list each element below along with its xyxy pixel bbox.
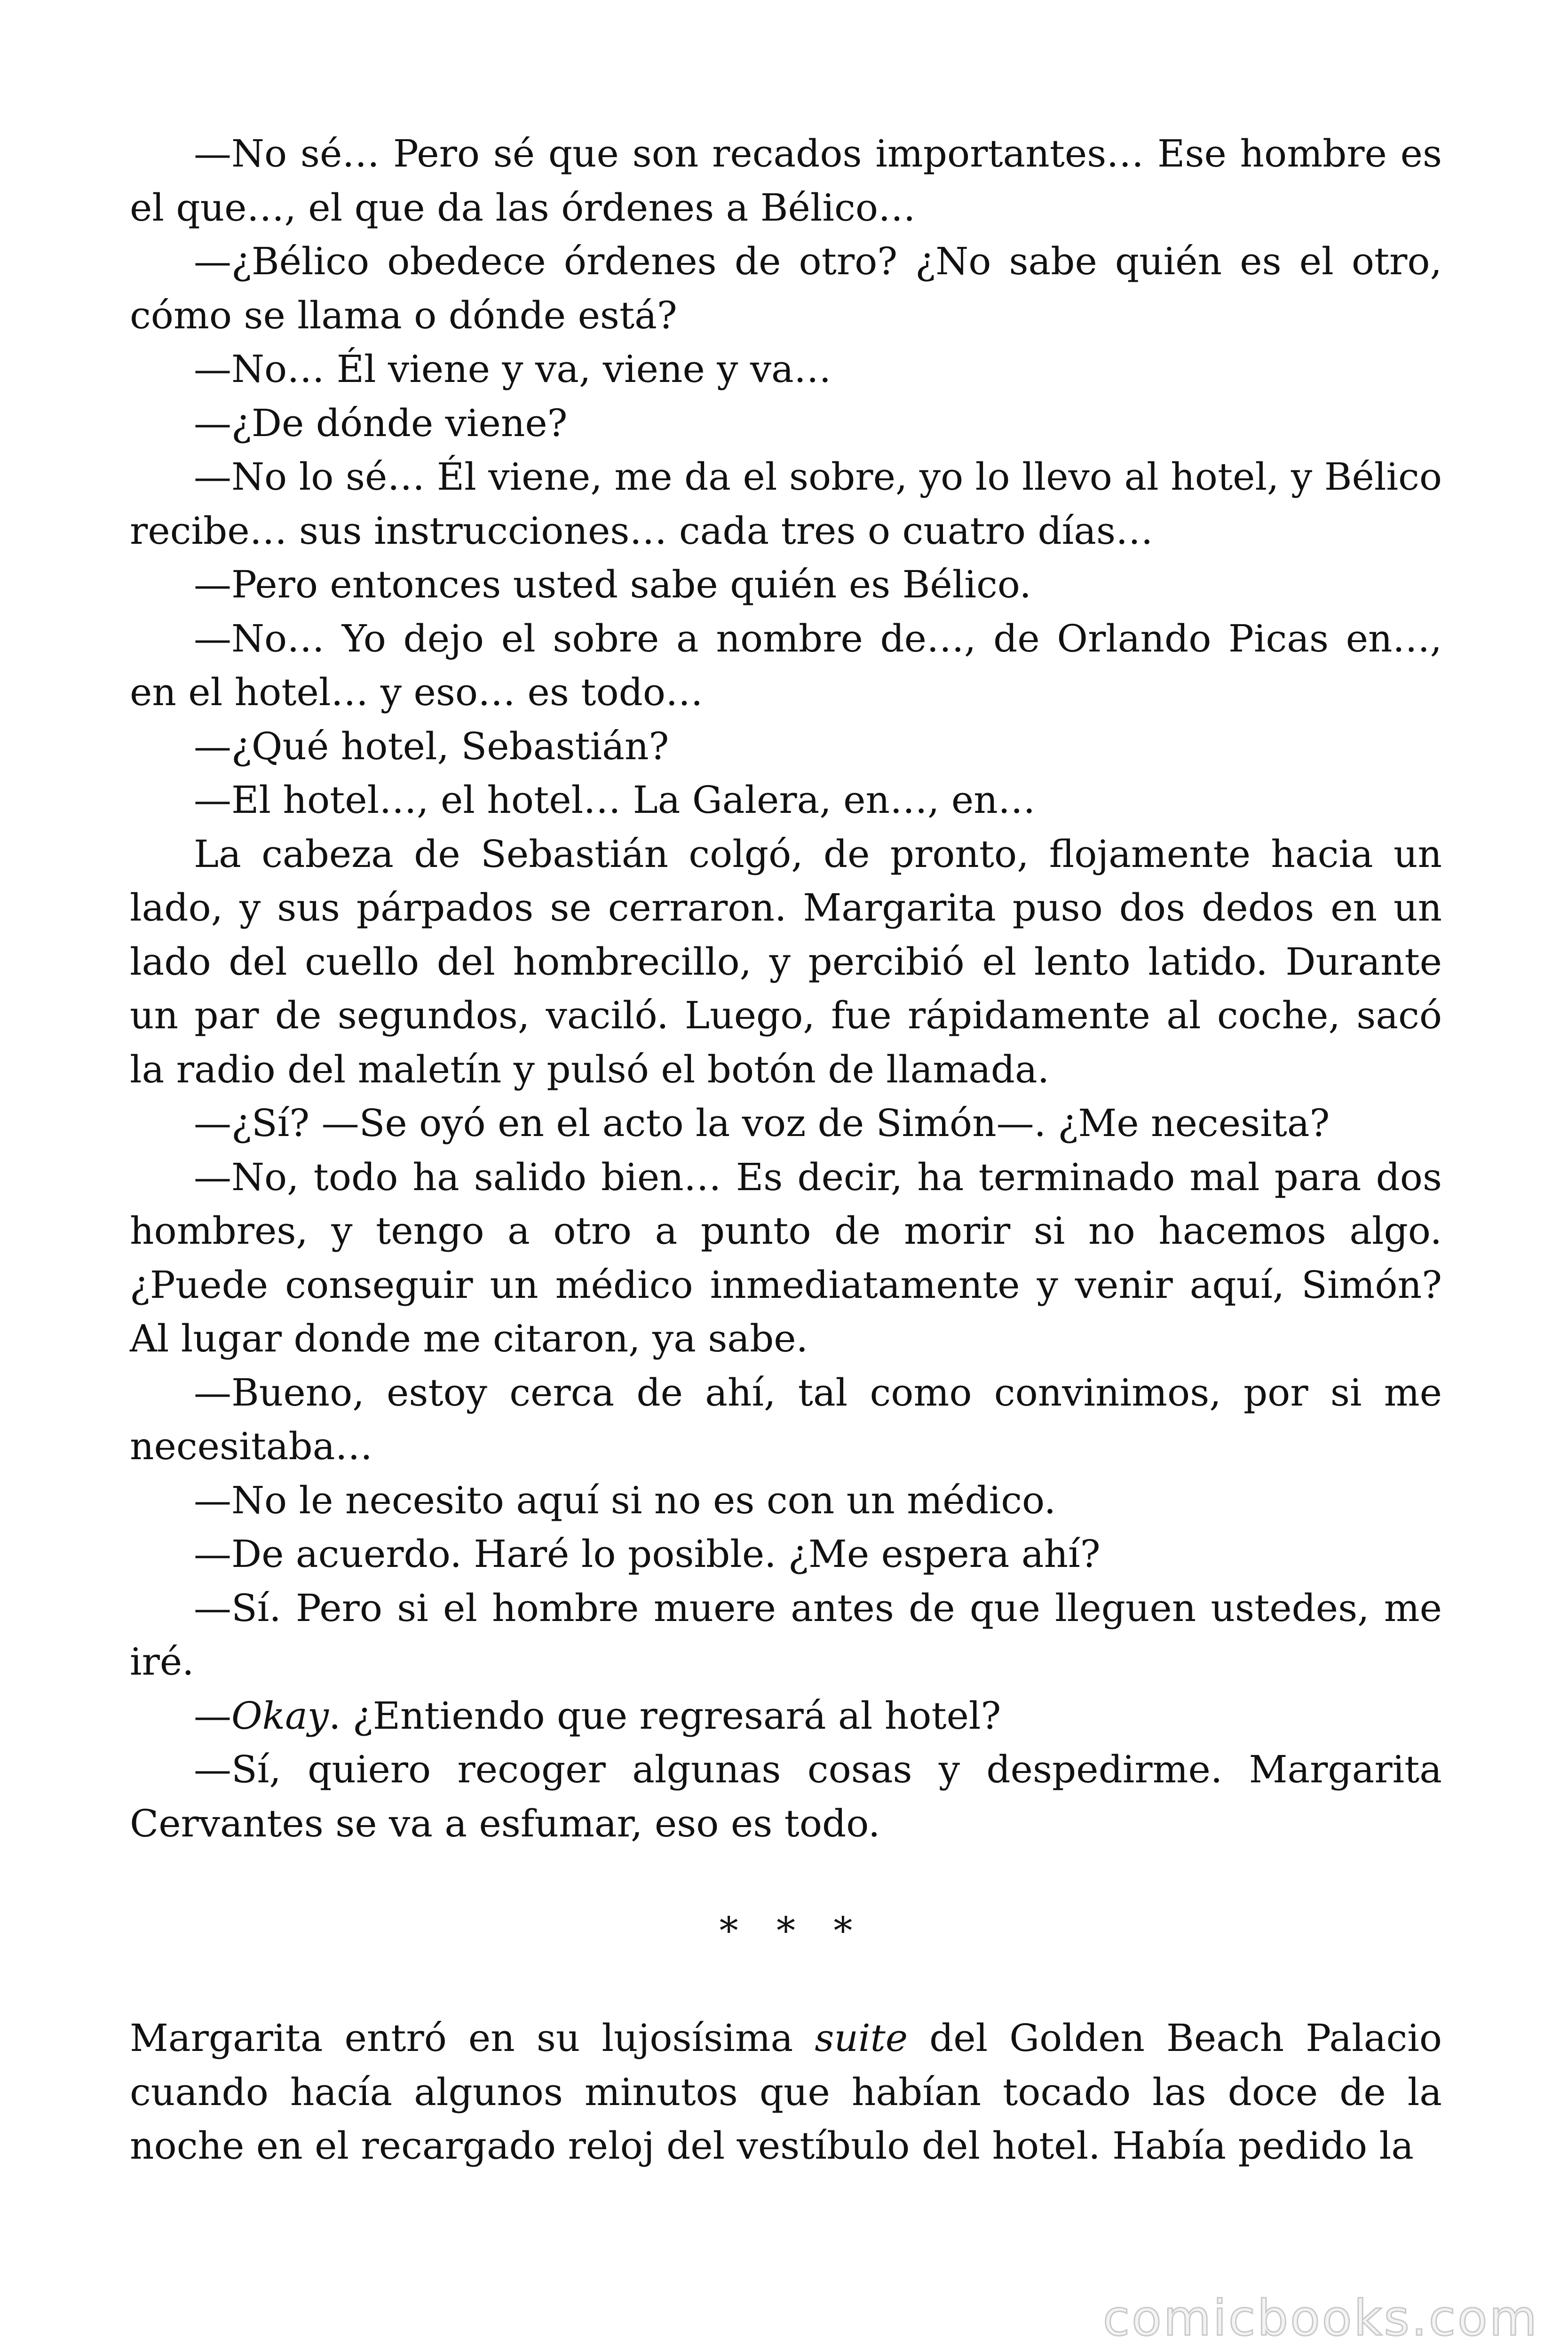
paragraph-17-post: . ¿Entiendo que regresará al hotel? — [328, 1693, 1001, 1738]
paragraph-17 — [130, 1689, 1442, 1743]
paragraph-6: —Pero entonces usted sabe quién es Bélico. — [194, 563, 1031, 606]
closing-paragraph-italic: suite — [815, 2016, 908, 2060]
paragraph-13: —Bueno, estoy cerca de ahí, tal como convinimos, por si me necesitaba… — [130, 1370, 1442, 1468]
paragraph-1: —No sé… Pero sé que son recados importantes… Ese hombre es el que…, el que da las órdenes a Bélico… — [130, 132, 1442, 230]
paragraph-3: —No… Él viene y va, viene y va… — [194, 347, 832, 391]
paragraph-8: —¿Qué hotel, Sebastián? — [194, 724, 669, 768]
paragraph-18: —Sí, quiero recoger algunas cosas y despedirme. Margarita Cervantes se va a esfumar, eso es todo. — [130, 1748, 1442, 1845]
watermark-logo: comicbooks.com — [1102, 2289, 1539, 2347]
section-separator: * * * — [719, 1909, 866, 1953]
paragraph-12: —No, todo ha salido bien… Es decir, ha terminado mal para dos hombres, y tengo a otro a punto de morir si no hacemos algo. ¿Puede conseguir un médico inmediatamente y venir aquí, Simón? Al lugar donde me citaron, ya sabe. — [130, 1155, 1442, 1360]
paragraph-5: —No lo sé… Él viene, me da el sobre, yo lo llevo al hotel, y Bélico recibe… sus instrucciones… cada tres o cuatro días… — [130, 455, 1442, 553]
body-text — [130, 127, 1442, 2173]
paragraph-10: La cabeza de Sebastián colgó, de pronto, flojamente hacia un lado, y sus párpados se cerraron. Margarita puso dos dedos en un lado del cuello del hombrecillo, y percibió el lento latido. Durante un par de segundos, vaciló. Luego, fue rápidamente al coche, sacó la radio del maletín y pulsó el botón de llamada. — [130, 832, 1442, 1091]
paragraph-16: —Sí. Pero si el hombre muere antes de que lleguen ustedes, me iré. — [130, 1586, 1442, 1684]
paragraph-2: —¿Bélico obedece órdenes de otro? ¿No sabe quién es el otro, cómo se llama o dónde está? — [130, 239, 1442, 337]
paragraph-14: —No le necesito aquí si no es con un médico. — [194, 1478, 1056, 1522]
closing-paragraph — [130, 2011, 1442, 2173]
paragraph-11: —¿Sí? —Se oyó en el acto la voz de Simón—. ¿Me necesita? — [194, 1101, 1330, 1145]
paragraph-4: —¿De dónde viene? — [194, 401, 568, 445]
paragraph-9: —El hotel…, el hotel… La Galera, en…, en… — [194, 778, 1036, 822]
closing-paragraph-post: del Golden Beach Palacio cuando hacía algunos minutos que habían tocado las doce de la noche en el recargado reloj del vestíbulo del hotel. Había pedido la — [130, 2016, 1442, 2168]
closing-paragraph-pre: Margarita entró en su lujosísima — [130, 2016, 815, 2060]
paragraph-15: —De acuerdo. Haré lo posible. ¿Me espera ahí? — [194, 1532, 1101, 1576]
paragraph-17-italic: Okay — [231, 1693, 329, 1738]
paragraph-7: —No… Yo dejo el sobre a nombre de…, de Orlando Picas en…, en el hotel… y eso… es todo… — [130, 616, 1442, 714]
paragraph-17-pre: — — [194, 1693, 231, 1738]
